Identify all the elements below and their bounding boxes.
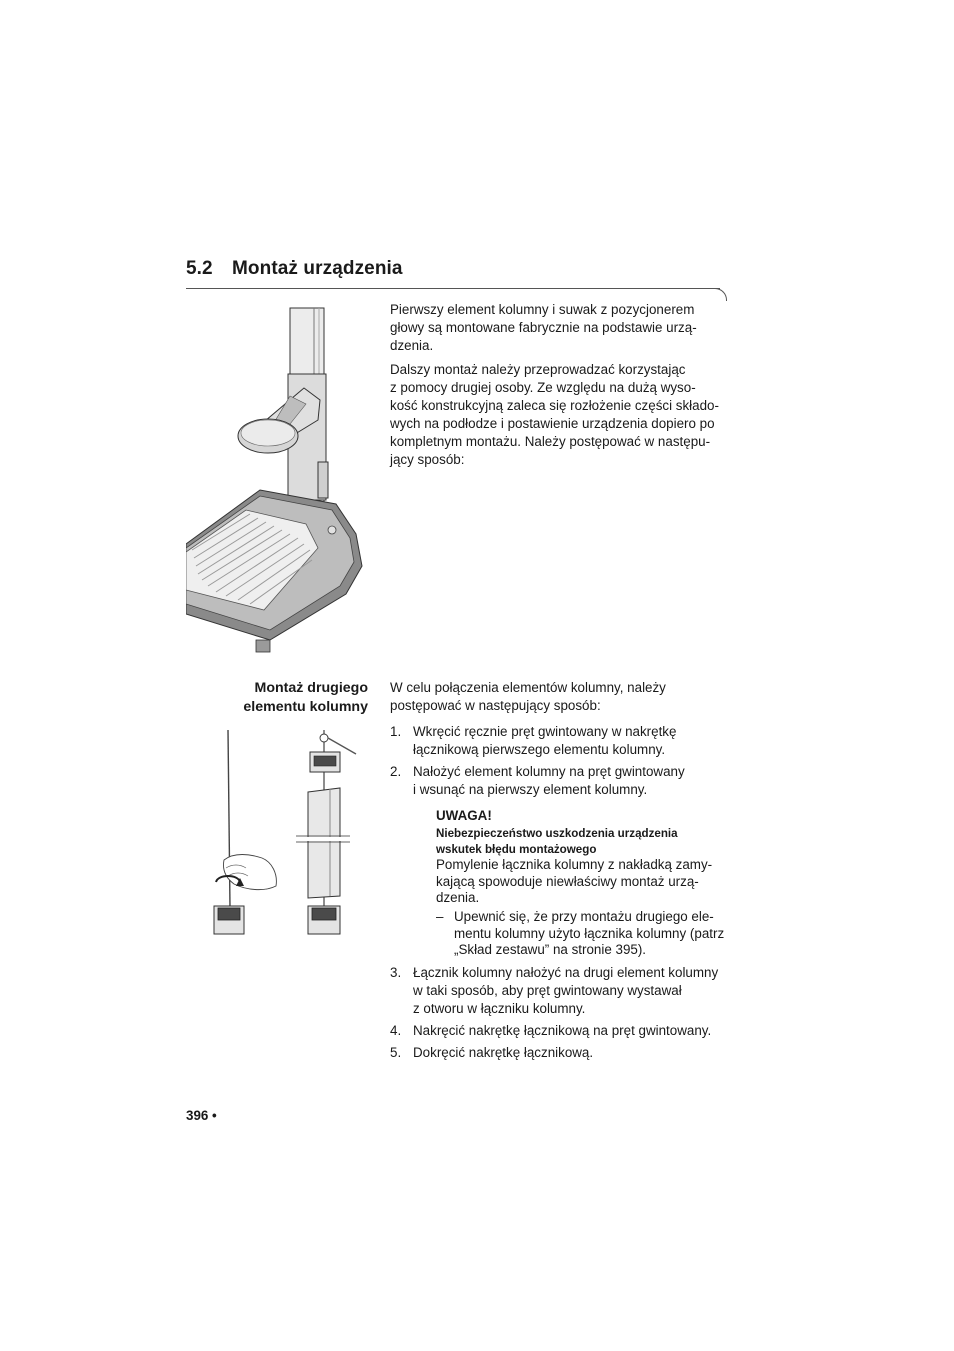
- text-line: i wsunąć na pierwszy element kolumny.: [413, 782, 648, 797]
- list-item: [390, 723, 735, 759]
- list-item: [390, 964, 735, 1018]
- text-line: z otworu w łączniku kolumny.: [413, 1001, 586, 1016]
- step-number: 5.: [390, 1045, 402, 1060]
- text-line: Upewnić się, że przy montażu drugiego ele-: [454, 909, 714, 924]
- step-number: 1.: [390, 724, 402, 739]
- text-line: kompletnym montażu. Należy postępować w następu-: [390, 434, 711, 449]
- text-line: postępować w następujący sposób:: [390, 698, 601, 713]
- column-connector-dark: [314, 756, 336, 766]
- text-line: Pomylenie łącznika kolumny z nakładką zamy-: [436, 857, 713, 872]
- head-positioner-disc-top: [241, 420, 295, 446]
- step-number: 3.: [390, 965, 402, 980]
- text-line: mentu kolumny użyto łącznika kolumny (patrz: [454, 925, 725, 941]
- heading-rule-corner: [712, 288, 727, 301]
- text-line: Niebezpieczeństwo uszkodzenia urządzenia: [436, 827, 678, 840]
- list-item: [390, 763, 735, 799]
- text-line: dzenia.: [390, 338, 434, 353]
- step-text: [413, 1022, 735, 1040]
- intro-paragraph-1: [390, 301, 735, 355]
- warning-title: UWAGA!: [436, 808, 492, 823]
- text-line: Pierwszy element kolumny i suwak z pozycjonerem: [390, 302, 695, 317]
- text-line: „Skład zestawu” na stronie 395).: [454, 942, 647, 957]
- subsection-intro: [390, 679, 735, 715]
- step-text: [413, 1044, 735, 1062]
- text-line: Nałożyć element kolumny na pręt gwintowany: [413, 764, 685, 779]
- text-line: głowy są montowane fabrycznie na podstawie urzą-: [390, 320, 697, 335]
- second-column-element: [308, 788, 340, 898]
- intro-paragraph-2: [390, 361, 735, 469]
- text-line: Dalszy montaż należy przeprowadzać korzystając: [390, 362, 686, 377]
- text-line: wych na podłodze i postawienie urządzenia dopiero po: [390, 416, 715, 431]
- text-line: dzenia.: [436, 890, 480, 905]
- text-line: W celu połączenia elementów kolumny, należy: [390, 680, 666, 695]
- device-base-illustration: [186, 304, 366, 660]
- step-number: 4.: [390, 1023, 402, 1038]
- warning-subtitle: [436, 826, 736, 858]
- warning-action: [454, 909, 739, 959]
- page-number: 396 •: [186, 1108, 217, 1123]
- warning-body: [436, 857, 736, 907]
- list-item: [390, 1022, 735, 1040]
- text-line: Nakręcić nakrętkę łącznikową na pręt gwintowany.: [413, 1023, 712, 1038]
- base-foot: [256, 640, 270, 652]
- text-line: kającą spowoduje niewłaściwy montaż urzą-: [436, 873, 699, 889]
- step-text: [413, 763, 735, 799]
- text-line: wskutek błędu montażowego: [436, 843, 597, 856]
- step-number: 2.: [390, 764, 402, 779]
- list-item: [390, 1044, 735, 1062]
- text-line: Dokręcić nakrętkę łącznikową.: [413, 1045, 594, 1060]
- step-text: [413, 723, 735, 759]
- text-line: z pomocy drugiej osoby. Ze względu na dużą wyso-: [390, 380, 696, 395]
- text-line: łącznikową pierwszego elementu kolumny.: [413, 742, 666, 757]
- column-assembly-illustration: [210, 728, 360, 936]
- base-button: [328, 526, 336, 534]
- section-title: Montaż urządzenia: [232, 258, 403, 279]
- section-number: 5.2: [186, 258, 213, 279]
- subsection-heading-line: elementu kolumny: [243, 699, 368, 715]
- text-line: kość konstrukcyjną zaleca się rozłożenie części składo-: [390, 398, 719, 413]
- step-text: [413, 964, 735, 1018]
- text-line: Wkręcić ręcznie pręt gwintowany w nakrętkę: [413, 724, 677, 739]
- text-line: w taki sposób, aby pręt gwintowany wystawał: [413, 983, 682, 998]
- coupling-nut-left: [218, 908, 240, 920]
- heading-rule: [186, 288, 720, 289]
- coupling-nut-right: [312, 908, 336, 920]
- hand: [223, 855, 276, 890]
- subsection-heading: [186, 679, 368, 717]
- slider-lock: [318, 462, 328, 498]
- break-gap: [307, 837, 341, 841]
- text-line: jący sposób:: [390, 452, 465, 467]
- section-heading: [186, 258, 403, 280]
- text-line: Łącznik kolumny nałożyć na drugi element kolumny: [413, 965, 719, 980]
- subsection-heading-line: Montaż drugiego: [254, 680, 368, 696]
- threaded-rod: [228, 730, 230, 908]
- coupling-nut-top: [320, 734, 328, 742]
- warning-dash: –: [436, 909, 444, 924]
